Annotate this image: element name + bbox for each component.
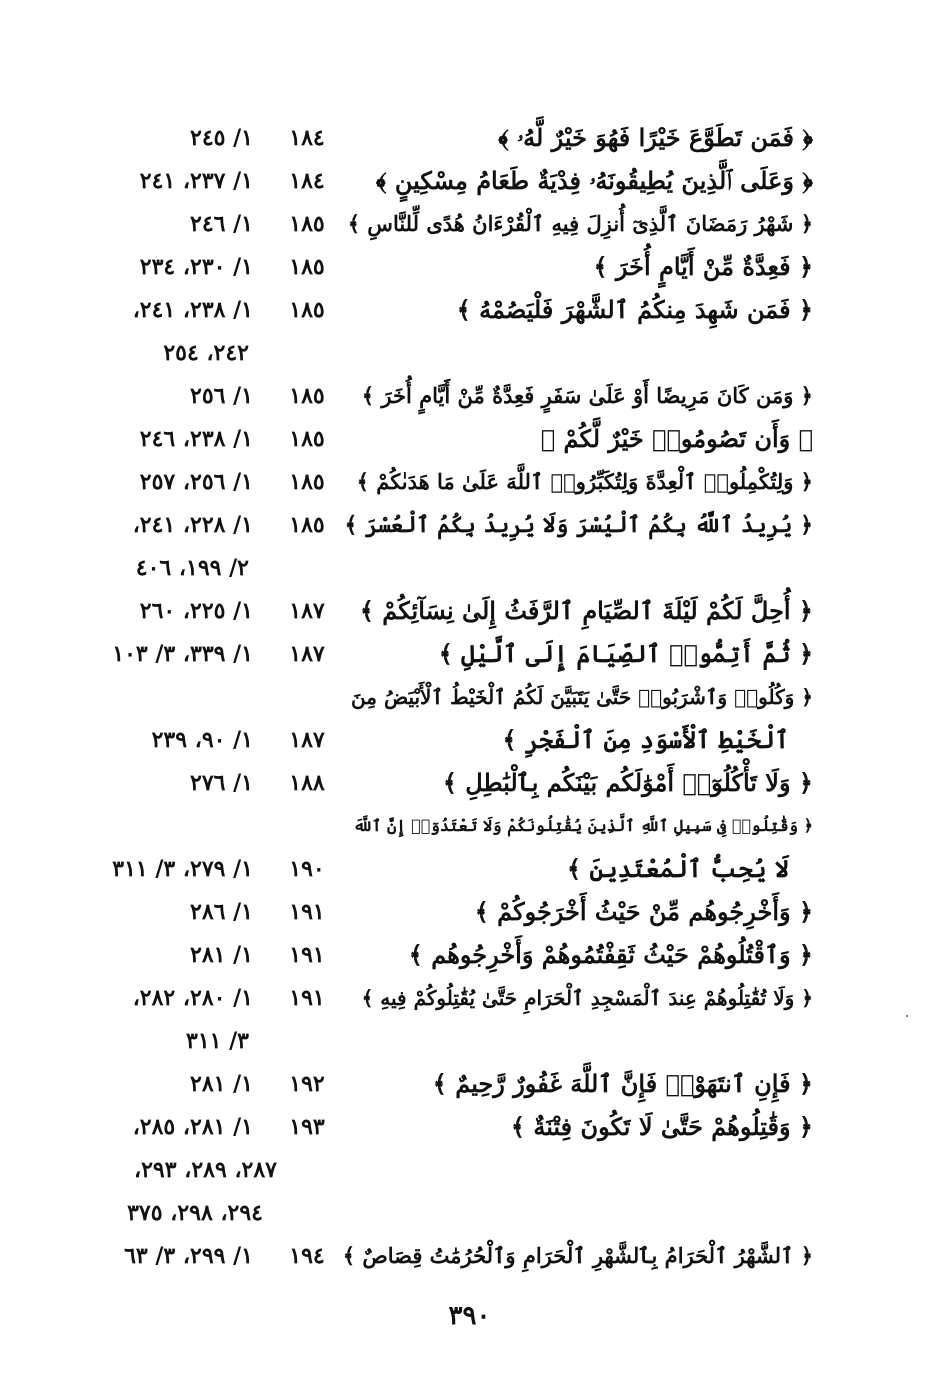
page-references: ١/ ٢٣٧، ٢٤١ <box>139 168 253 194</box>
index-entry-continuation <box>0 1150 939 1190</box>
index-entry <box>0 247 939 287</box>
ayah-number: ١٩٠ <box>289 856 325 882</box>
index-entry <box>0 1236 939 1276</box>
ayah-number: ١٩٣ <box>289 1114 325 1140</box>
index-entry-continuation <box>0 1193 939 1233</box>
verse-text: ﴿ وَأَخْرِجُوهُم مِّنْ حَيْثُ أَخْرَجُوكُمْ ﴾ <box>474 897 813 926</box>
verse-text: ﴿ وَأَن تَصُومُوا۟ خَيْرٌ لَّكُمْ ﴾ <box>540 424 813 453</box>
page-references: ١/ ٢٢٨، ٢٤١، <box>132 512 253 538</box>
verse-text: ﴿ فَمَن تَطَوَّعَ خَيْرًا فَهُوَ خَيْرٌ لَّهُۥ ﴾ <box>498 123 813 152</box>
page-references: ١/ ٢٣٨، ٢٤١، <box>132 297 253 323</box>
index-entry-continuation <box>0 548 939 588</box>
index-entry <box>0 763 939 803</box>
page-references: ١/ ٢٧٦ <box>190 770 253 796</box>
page-references: ١/ ٢٤٦ <box>190 211 253 237</box>
page-references: ٢٨٧، ٢٨٩، ٢٩٣، <box>134 1157 277 1183</box>
verse-text: ﴿ فَعِدَّةٌ مِّنْ أَيَّامٍ أُخَرَ ﴾ <box>593 252 813 281</box>
ayah-number: ١٩١ <box>289 985 325 1011</box>
page-references: ١/ ٢٨١ <box>190 1071 253 1097</box>
ayah-number: ١٨٧ <box>289 598 325 624</box>
verse-text: ﴿ وَعَلَى ٱلَّذِينَ يُطِيقُونَهُۥ فِدْيَةٌ طَعَامُ مِسْكِينٍ ﴾ <box>375 166 813 195</box>
index-entry <box>0 634 939 674</box>
verse-text: ٱلْخَيْطِ ٱلْأَسْوَدِ مِنَ ٱلْفَجْرِ ﴾ <box>502 725 789 754</box>
ayah-number: ١٨٧ <box>289 641 325 667</box>
page-references: ١/ ٢٧٩، ٣/ ٣١١ <box>112 856 253 882</box>
page-references: ١/ ٢٨٠، ٢٨٢، <box>132 985 253 1011</box>
verse-text: ﴿ وَلَا تَأْكُلُوٓا۟ أَمْوَٰلَكُم بَيْنَكُم بِٱلْبَٰطِلِ ﴾ <box>442 768 813 797</box>
index-entry <box>0 806 939 846</box>
page-references: ١/ ٢٢٥، ٢٦٠ <box>139 598 253 624</box>
index-entry <box>0 1107 939 1147</box>
index-entry-continuation <box>0 849 939 889</box>
scan-speck <box>906 1015 908 1017</box>
page-references: ١/ ٢٥٦، ٢٥٧ <box>139 469 253 495</box>
verse-text: ﴿ وَكُلُوا۟ وَٱشْرَبُوا۟ حَتَّىٰ يَتَبَيَّنَ لَكُمُ ٱلْخَيْطُ ٱلْأَبْيَضُ مِنَ <box>351 685 813 709</box>
index-entry-continuation <box>0 1021 939 1061</box>
page-references: ١/ ٢٨١ <box>190 942 253 968</box>
index-entry <box>0 118 939 158</box>
ayah-number: ١٨٥ <box>289 297 325 323</box>
index-entry <box>0 419 939 459</box>
ayah-number: ١٩٤ <box>289 1243 325 1269</box>
ayah-number: ١٩١ <box>289 942 325 968</box>
ayah-number: ١٨٥ <box>289 211 325 237</box>
verse-text: ﴿ وَلَا تُقَٰتِلُوهُمْ عِندَ ٱلْمَسْجِدِ ٱلْحَرَامِ حَتَّىٰ يُقَٰتِلُوكُمْ فِيهِ ﴾ <box>361 986 813 1010</box>
page-references: ١/ ٣٣٩، ٣/ ١٠٣ <box>112 641 253 667</box>
ayah-number: ١٨٧ <box>289 727 325 753</box>
page-number: ٣٩٠ <box>448 1301 491 1331</box>
page-references: ٣/ ٣١١ <box>186 1028 249 1054</box>
index-entry <box>0 505 939 545</box>
index-entry <box>0 978 939 1018</box>
verse-text: ﴿ ثُمَّ أَتِمُّوا۟ ٱلصِّيَامَ إِلَى ٱلَّيْلِ ﴾ <box>438 639 813 668</box>
ayah-number: ١٨٥ <box>289 426 325 452</box>
index-entry <box>0 892 939 932</box>
verse-text: ﴿ وَلِتُكْمِلُوا۟ ٱلْعِدَّةَ وَلِتُكَبِّرُوا۟ ٱللَّهَ عَلَىٰ مَا هَدَىٰكُمْ ﴾ <box>356 469 813 494</box>
ayah-number: ١٨٤ <box>289 168 325 194</box>
ayah-number: ١٨٥ <box>289 469 325 495</box>
index-entry <box>0 591 939 631</box>
verse-text: ﴿ وَٱقْتُلُوهُمْ حَيْثُ ثَقِفْتُمُوهُمْ وَأَخْرِجُوهُم ﴾ <box>408 940 813 969</box>
verse-text: ﴿ فَإِنِ ٱنتَهَوْا۟ فَإِنَّ ٱللَّهَ غَفُورٌ رَّحِيمٌ ﴾ <box>432 1069 813 1098</box>
verse-text: ﴿ وَمَن كَانَ مَرِيضًا أَوْ عَلَىٰ سَفَرٍ فَعِدَّةٌ مِّنْ أَيَّامٍ أُخَرَ ﴾ <box>361 383 813 408</box>
verse-text: لَا يُحِبُّ ٱلْمُعْتَدِينَ ﴾ <box>567 854 789 883</box>
index-entry <box>0 1064 939 1104</box>
index-entry <box>0 462 939 502</box>
page-references: ١/ ٢٤٥ <box>190 125 253 151</box>
ayah-number: ١٩٢ <box>289 1071 325 1097</box>
page-references: ٢٩٤، ٢٩٨، ٣٧٥ <box>127 1200 263 1226</box>
verse-text: ﴿ أُحِلَّ لَكُمْ لَيْلَةَ ٱلصِّيَامِ ٱلرَّفَثُ إِلَىٰ نِسَآئِكُمْ ﴾ <box>359 596 813 625</box>
ayah-number: ١٨٤ <box>289 125 325 151</box>
page-references: ١/ ٢٣٨، ٢٤٦ <box>139 426 253 452</box>
index-entry-continuation <box>0 333 939 373</box>
index-entry <box>0 161 939 201</box>
index-entry <box>0 376 939 416</box>
verse-text: ﴿ شَهْرُ رَمَضَانَ ٱلَّذِىٓ أُنزِلَ فِيهِ ٱلْقُرْءَانُ هُدًى لِّلنَّاسِ ﴾ <box>347 211 813 236</box>
page-references: ٢/ ١٩٩، ٤٠٦ <box>135 555 249 581</box>
ayah-number: ١٨٨ <box>289 770 325 796</box>
page-references: ١/ ٢٩٩، ٣/ ٦٣ <box>124 1243 253 1269</box>
page-references: ٢٤٢، ٢٥٤ <box>163 340 249 366</box>
ayah-number: ١٨٥ <box>289 383 325 409</box>
ayah-number: ١٩١ <box>289 899 325 925</box>
page-references: ١/ ٢٥٦ <box>190 383 253 409</box>
index-entry <box>0 204 939 244</box>
index-entry <box>0 935 939 975</box>
verse-text: ﴿ يُرِيدُ ٱللَّهُ بِكُمُ ٱلْيُسْرَ وَلَا يُرِيدُ بِكُمُ ٱلْعُسْرَ ﴾ <box>344 512 813 538</box>
verse-text: ﴿ وَقَٰتِلُوهُمْ حَتَّىٰ لَا تَكُونَ فِتْنَةٌ ﴾ <box>510 1112 813 1141</box>
page-references: ١/ ٢٨٦ <box>190 899 253 925</box>
page-references: ١/ ٢٣٠، ٢٣٤ <box>139 254 253 280</box>
page-references: ١/ ٩٠، ٢٣٩ <box>151 727 253 753</box>
ayah-number: ١٨٥ <box>289 512 325 538</box>
index-entry <box>0 677 939 717</box>
index-entry-continuation <box>0 720 939 760</box>
ayah-number: ١٨٥ <box>289 254 325 280</box>
verse-text: ﴿ ٱلشَّهْرُ ٱلْحَرَامُ بِٱلشَّهْرِ ٱلْحَرَامِ وَٱلْحُرُمَٰتُ قِصَاصٌ ﴾ <box>342 1243 813 1268</box>
verse-text: ﴿ وَقَٰتِلُوا۟ فِى سَبِيلِ ٱللَّهِ ٱلَّذِينَ يُقَٰتِلُونَكُمْ وَلَا تَعْتَدُوٓا۟ إِنَّ ٱللَّهَ <box>353 816 813 835</box>
index-entry <box>0 290 939 330</box>
page-references: ١/ ٢٨١، ٢٨٥، <box>132 1114 253 1140</box>
verse-text: ﴿ فَمَن شَهِدَ مِنكُمُ ٱلشَّهْرَ فَلْيَصُمْهُ ﴾ <box>456 295 813 324</box>
